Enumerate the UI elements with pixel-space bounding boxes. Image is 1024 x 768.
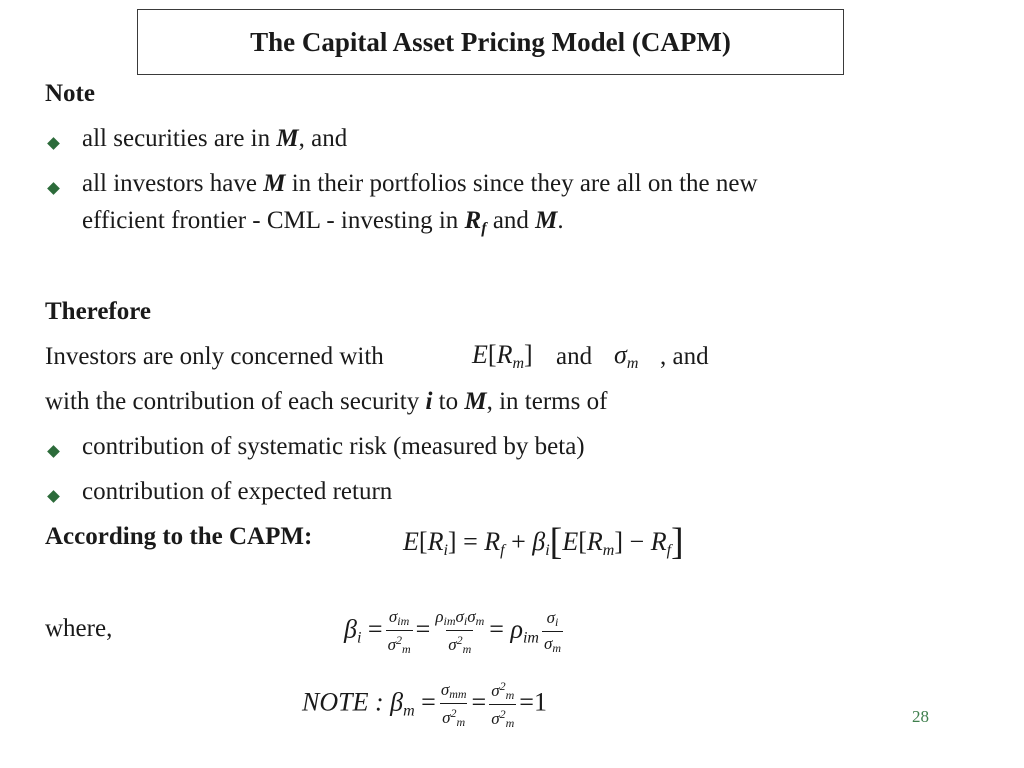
bullet-expected-return: contribution of expected return <box>82 478 393 505</box>
investors-line-text: Investors are only concerned with <box>45 343 384 370</box>
contribution-text: with the contribution of each security <box>45 388 426 415</box>
note-heading: Note <box>45 80 95 107</box>
bullet-text-end: , and <box>298 125 348 152</box>
page-number: 28 <box>912 707 929 726</box>
contribution-line <box>45 385 607 419</box>
bullet-all-securities <box>82 122 347 156</box>
note-label: NOTE : <box>302 687 384 717</box>
diamond-bullet-icon <box>47 490 60 503</box>
diamond-bullet-icon <box>47 182 60 195</box>
diamond-bullet-icon <box>47 137 60 150</box>
and-text: and <box>556 343 593 370</box>
bullet-systematic-risk: contribution of systematic risk (measured by beta) <box>82 433 585 460</box>
according-label: According to the CAPM: <box>45 523 313 550</box>
diamond-bullet-icon <box>47 445 60 458</box>
therefore-heading: Therefore <box>45 298 151 325</box>
bullet-text-end: in their portfolios since they are all on the new <box>285 170 758 197</box>
bullet-text: all investors have <box>82 170 264 197</box>
bullet-text: all securities are in <box>82 125 277 152</box>
bullet-text: efficient frontier - CML - investing in <box>82 207 465 234</box>
risk-free-subscript: f <box>481 220 487 237</box>
to-text: to <box>432 388 465 415</box>
beta-definition-formula: $\beta_i$ = $\frac{\sigma_{im}}{\sigma^2_m}$ = $\frac{\rho_{im}\sigma_i\sigma_m}{\sigma^2_m}$ = $\rho_{im}$ $\frac{\sigma_i}{\sigma_m}$ <box>344 607 561 656</box>
market-sigma-formula: $\sigma_m$ <box>614 340 639 372</box>
terms-text: , in terms of <box>486 388 608 415</box>
risk-free-symbol: R <box>464 207 482 234</box>
period: . <box>557 207 564 234</box>
where-label: where, <box>45 615 113 642</box>
and-text-end: , and <box>660 343 709 370</box>
slide-title: The Capital Asset Pricing Model (CAPM) <box>137 9 844 75</box>
market-portfolio-symbol: M <box>535 207 558 234</box>
capm-equation: $E[R_i] = R_f + \beta_i[E[R_m] - R_f]$ <box>403 521 684 563</box>
market-beta-note-formula: NOTE : $\beta_m$ = $\frac{\sigma_{mm}}{\sigma^2_m}$ = $\frac{\sigma^2_m}{\sigma^2_m}$ =1 <box>302 679 547 730</box>
expected-market-return-formula: $E[R_m]$ <box>472 340 533 372</box>
bullet-all-investors-line1 <box>82 167 758 201</box>
bullet-all-investors-line2 <box>82 204 564 246</box>
market-portfolio-symbol: M <box>263 170 286 197</box>
security-i-symbol: i <box>425 388 433 415</box>
market-portfolio-symbol: M <box>276 125 299 152</box>
market-portfolio-symbol: M <box>464 388 487 415</box>
conjunction-text: and <box>486 207 536 234</box>
equals-one-value: 1 <box>533 687 547 717</box>
